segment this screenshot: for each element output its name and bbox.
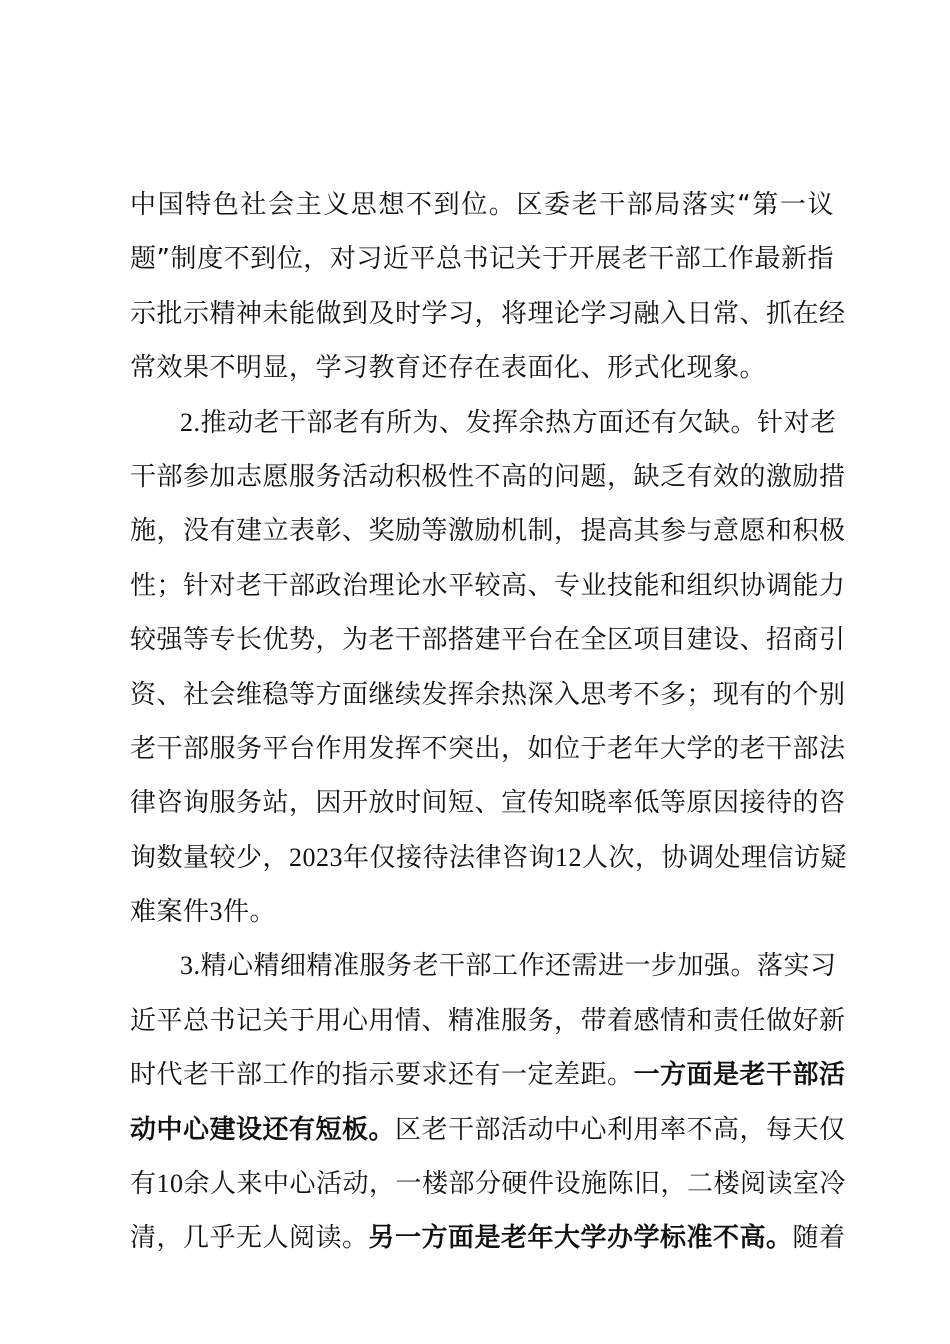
text-run: 年仅接待法律咨询	[343, 842, 556, 873]
text-line: 题”制度不到位，对习近平总书记关于开展老干部工作最新指	[130, 244, 834, 275]
text-run: 精心精细精准服务老干部工作还需进一步加强。落实习	[200, 951, 837, 982]
text-run: 余人来中心活动，一楼部分硬件设施陈旧，二楼阅读室冷	[183, 1169, 847, 1200]
text-line	[130, 1211, 846, 1265]
text-run: 推动老干部老有所为、发挥余热方面还有欠缺。针对老	[200, 407, 837, 438]
text-run: 难案件	[130, 897, 210, 928]
text-run: 时代老干部工作的指示要求还有一定差距。	[130, 1060, 634, 1091]
text-run: 清，几乎无人阅读。	[130, 1223, 369, 1254]
number-value: 2023	[289, 842, 344, 872]
text-line: 近平总书记关于用心用情、精准服务，带着感情和责任做好新	[130, 1005, 846, 1036]
document-body	[130, 178, 848, 1266]
text-line	[130, 1103, 846, 1157]
paragraph-3	[130, 939, 847, 1265]
text-run: 区老干部活动中心利用率不高，每天仅	[395, 1114, 846, 1145]
text-line	[130, 1157, 847, 1211]
text-line	[130, 1048, 846, 1102]
text-line: 干部参加志愿服务活动积极性不高的问题，缺乏有效的激励措	[130, 461, 846, 492]
text-run: 有	[130, 1169, 157, 1200]
text-line: 示批示精神未能做到及时学习，将理论学习融入日常、抓在经	[130, 298, 846, 329]
text-run: 件。	[223, 897, 277, 928]
number-value: 12	[555, 842, 583, 872]
bold-heading: 动中心建设还有短板。	[130, 1114, 396, 1145]
bold-heading: 另一方面是老年大学办学标准不高。	[368, 1223, 793, 1254]
text-line: 较强等专长优势，为老干部搭建平台在全区项目建设、招商引	[130, 625, 846, 656]
paragraph-1	[130, 178, 846, 396]
text-line: 施，没有建立表彰、奖励等激励机制，提高其参与意愿和积极	[130, 516, 846, 547]
text-line: 资、社会维稳等方面继续发挥余热深入思考不多；现有的个别	[130, 679, 846, 710]
text-line: 中国特色社会主义思想不到位。区委老干部局落实“第一议	[130, 190, 834, 220]
text-line	[130, 885, 834, 939]
text-run: 人次，协调处理信访疑	[582, 842, 848, 873]
number-value: 3	[209, 897, 224, 927]
text-run: 随着	[792, 1223, 846, 1254]
text-line	[130, 396, 837, 450]
text-line: 律咨询服务站，因开放时间短、宣传知晓率低等原因接待的咨	[130, 788, 846, 819]
paragraph-2	[130, 396, 848, 940]
paragraph-number: 3.	[180, 951, 201, 981]
text-line	[130, 831, 848, 885]
bold-heading: 一方面是老干部活	[633, 1060, 846, 1091]
paragraph-number: 2.	[180, 407, 201, 437]
text-run: 询数量较少，	[130, 842, 290, 873]
text-line: 常效果不明显，学习教育还存在表面化、形式化现象。	[130, 353, 767, 384]
text-line	[130, 939, 837, 993]
text-line: 老干部服务平台作用发挥不突出，如位于老年大学的老干部法	[130, 733, 846, 764]
text-line: 性；针对老干部政治理论水平较高、专业技能和组织协调能力	[130, 570, 846, 601]
number-value: 10	[156, 1169, 184, 1199]
